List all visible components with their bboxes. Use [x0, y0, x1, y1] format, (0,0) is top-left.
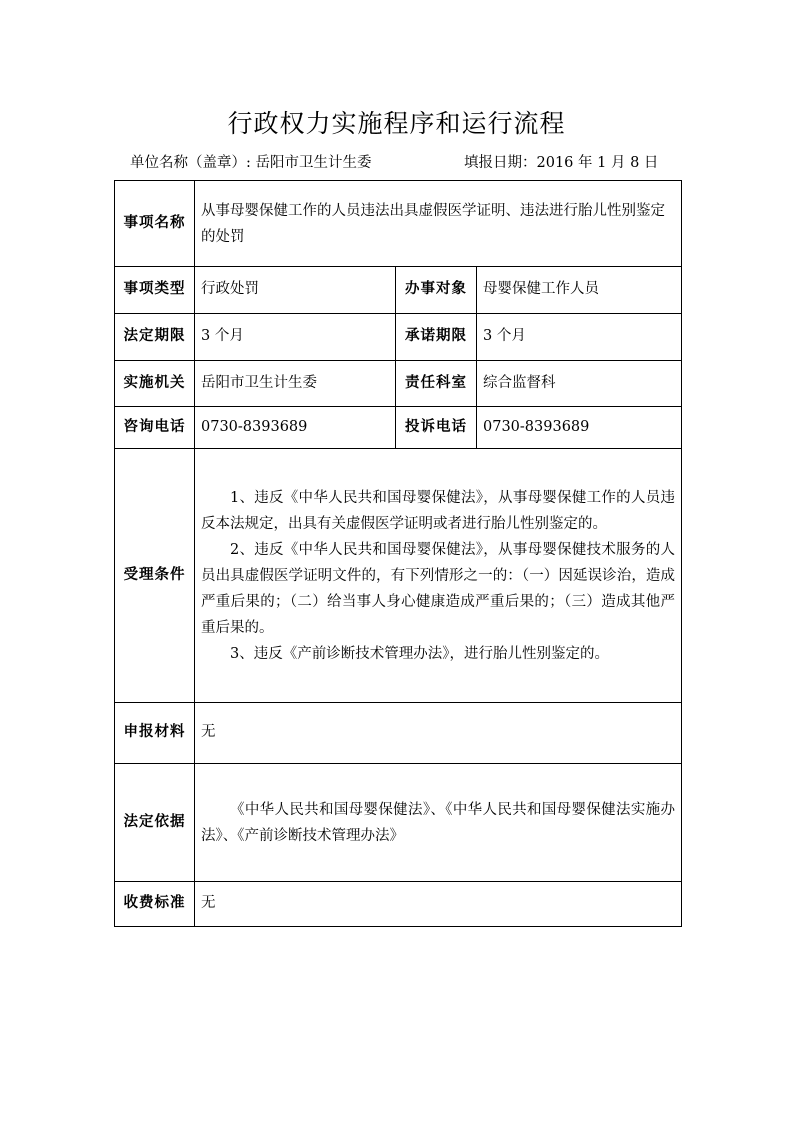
- fill-date: 填报日期：2016 年 1 月 8 日: [464, 155, 659, 171]
- row-legal-period: [115, 314, 682, 361]
- complaint-phone-label: 投诉电话: [396, 407, 477, 449]
- row-fees: [115, 882, 682, 927]
- row-conditions: [115, 449, 682, 703]
- department-label: 责任科室: [396, 361, 477, 407]
- conditions-label: 受理条件: [115, 449, 195, 703]
- complaint-phone-value: 0730-8393689: [477, 407, 682, 449]
- department-value: 综合监督科: [477, 361, 682, 407]
- row-item-name: [115, 181, 682, 267]
- materials-label: 申报材料: [115, 703, 195, 764]
- legal-basis-value: [195, 764, 682, 882]
- row-item-type: [115, 267, 682, 314]
- legal-period-value: 3 个月: [195, 314, 396, 361]
- consult-phone-value: 0730-8393689: [195, 407, 396, 449]
- agency-value: 岳阳市卫生计生委: [195, 361, 396, 407]
- materials-value: 无: [195, 703, 682, 764]
- process-form-table: [114, 180, 682, 927]
- consult-phone-label: 咨询电话: [115, 407, 195, 449]
- unit-name: 单位名称（盖章）: 岳阳市卫生计生委: [130, 155, 372, 171]
- item-type-label: 事项类型: [115, 267, 195, 314]
- target-label: 办事对象: [396, 267, 477, 314]
- legal-basis-text: 《中华人民共和国母婴保健法》、《中华人民共和国母婴保健法实施办法》、《产前诊断技术管理办法》: [201, 801, 675, 844]
- fees-label: 收费标准: [115, 882, 195, 927]
- legal-basis-label: 法定依据: [115, 764, 195, 882]
- conditions-value: [195, 449, 682, 703]
- item-name-label: 事项名称: [115, 181, 195, 267]
- legal-period-label: 法定期限: [115, 314, 195, 361]
- document-title: 行政权力实施程序和运行流程: [227, 109, 566, 138]
- item-name-value: [195, 181, 682, 267]
- agency-label: 实施机关: [115, 361, 195, 407]
- row-legal-basis: [115, 764, 682, 882]
- row-materials: [115, 703, 682, 764]
- row-agency: [115, 361, 682, 407]
- condition-paragraph-3: 3、违反《产前诊断技术管理办法》，进行胎儿性别鉴定的。: [230, 645, 609, 662]
- item-name-text: 从事母婴保健工作的人员违法出具虚假医学证明、违法进行胎儿性别鉴定的处罚: [201, 202, 665, 245]
- promised-period-value: 3 个月: [477, 314, 682, 361]
- condition-paragraph-2: 2、违反《中华人民共和国母婴保健法》，从事母婴保健技术服务的人员出具虚假医学证明文件的，有下列情形之一的：（一）因延误诊治，造成严重后果的；（二）给当事人身心健康造成严重后果的；（三）造成其他严重后果的。: [201, 541, 675, 636]
- target-value: 母婴保健工作人员: [477, 267, 682, 314]
- condition-paragraph-1: 1、违反《中华人民共和国母婴保健法》，从事母婴保健工作的人员违反本法规定，出具有关虚假医学证明或者进行胎儿性别鉴定的。: [201, 489, 675, 532]
- item-type-value: 行政处罚: [195, 267, 396, 314]
- fees-value: 无: [195, 882, 682, 927]
- promised-period-label: 承诺期限: [396, 314, 477, 361]
- row-phones: [115, 407, 682, 449]
